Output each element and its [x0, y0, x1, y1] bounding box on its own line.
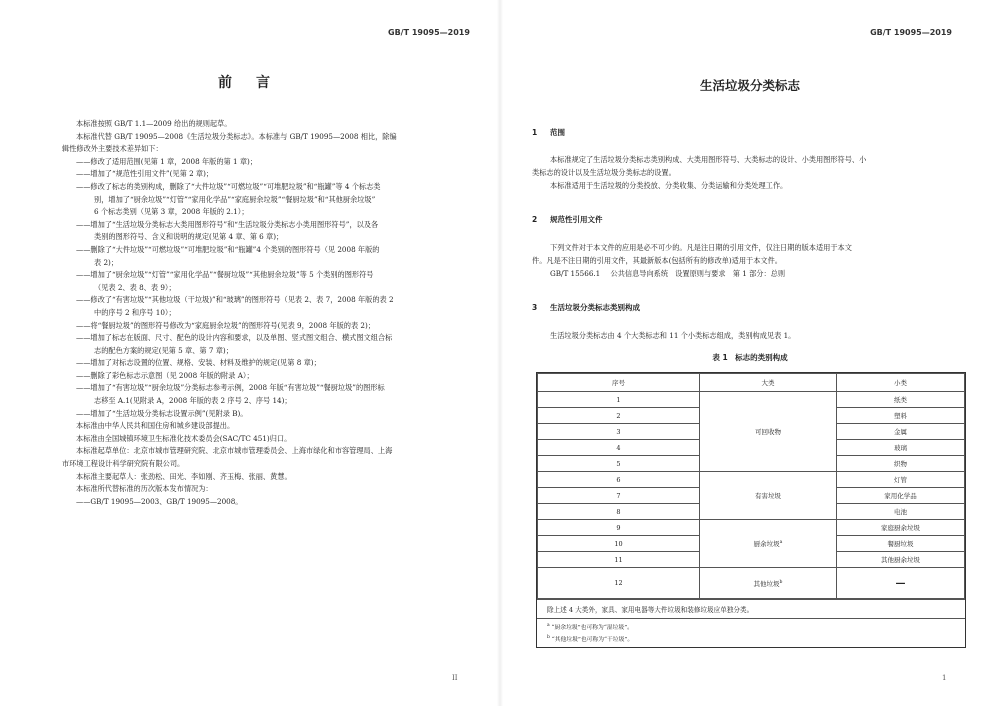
page-number: 1 [942, 674, 947, 682]
header-cell: 小类 [837, 374, 965, 392]
subcategory-cell: 其他厨余垃圾 [837, 552, 965, 568]
row-number: 9 [538, 520, 700, 536]
table-row [538, 392, 965, 408]
list-item: ——增加了对标志设置的位置、规格、安装、材料及维护的规定(见第 8 章)； [76, 358, 321, 368]
standard-code: GB/T 19095—2019 [870, 28, 952, 37]
list-item: ——修改了适用范围(见第 1 章，2008 年版的第 1 章)； [76, 156, 258, 166]
category-table [536, 372, 966, 648]
preface-body [62, 118, 462, 508]
scope-text [532, 153, 960, 192]
composition-text [532, 329, 960, 342]
subcategory-cell: 家用化学品 [837, 488, 965, 504]
subcategory-cell: 电池 [837, 504, 965, 520]
section-number: 2 [532, 215, 538, 224]
row-number: 6 [538, 472, 700, 488]
table-row [538, 472, 965, 488]
category-cell [700, 520, 837, 568]
paragraph: 本标准按照 GB/T 1.1—2009 给出的规则起草。 [76, 119, 232, 128]
row-number: 12 [538, 568, 700, 599]
list-item-continuation: 中的序号 2 和序号 10）； [94, 307, 176, 317]
difference-list [62, 156, 462, 420]
paragraph: 生活垃圾分类标志由 4 个大类标志和 11 个小类标志组成，类别构成见表 1。 [550, 331, 796, 340]
paragraph-continuation: 类标志的设计以及生活垃圾分类标志的设置。 [532, 168, 676, 177]
list-item-continuation: 别，增加了“厨余垃圾”“灯管”“家用化学品”“家庭厨余垃圾”“餐厨垃圾”和“其他厨余垃圾” [94, 194, 376, 204]
section-number: 1 [532, 128, 538, 137]
list-item-continuation: （见表 2、表 8、表 9）； [94, 282, 176, 292]
paragraph: 本标准由中华人民共和国住房和城乡建设部提出。 [76, 421, 235, 431]
page-title: 生活垃圾分类标志 [699, 78, 800, 93]
category-cell: 可回收物 [700, 392, 837, 472]
list-item-continuation: 志的配色方案的规定(见第 5 章、第 7 章)； [94, 345, 233, 355]
row-number: 11 [538, 552, 700, 568]
list-item-continuation: 类别的图形符号、含义和说明的规定(见第 4 章、第 6 章)； [94, 232, 284, 242]
subcategory-cell: 塑料 [837, 408, 965, 424]
list-item: ——修改了“有害垃圾”“其他垃圾（干垃圾)”和“玻璃”的图形符号（见表 2、表 7，2008 年版的表 2 [76, 295, 394, 305]
table-row [538, 568, 965, 599]
table-note: 除上述 4 大类外，家具、家用电器等大件垃圾和装修垃圾应单独分类。 [537, 599, 965, 618]
list-item: ——增加了“生活垃圾分类标志设置示例”(见附录 B)。 [76, 408, 248, 418]
footnote-mark: a [779, 539, 783, 545]
list-item: ——增加了“规范性引用文件”(见第 2 章)； [76, 169, 214, 179]
paragraph: 本标准主要起草人：张劲松、田光、李如刚、齐玉梅、张丽、黄慧。 [76, 471, 292, 481]
references-text [532, 241, 960, 280]
paragraph: 本标准起草单位：北京市城市管理研究院、北京市城市管理委员会、上海市绿化和市容管理局、上海 [76, 446, 393, 456]
footnote-mark: a [547, 623, 550, 628]
footnote [547, 633, 955, 645]
category-label: 其他垃圾 [753, 579, 780, 588]
list-item-continuation: 志移至 A.1(见附录 A，2008 年版的表 2 序号 2、序号 14)； [94, 396, 292, 406]
category-cell: 有害垃圾 [700, 472, 837, 520]
list-item: ——增加了“生活垃圾分类标志大类用图形符号”和“生活垃圾分类标志小类用图形符号”，以及各 [76, 219, 379, 229]
list-item: ——修改了标志的类别构成，删除了“大件垃圾”“可燃垃圾”“可堆肥垃圾”和“瓶罐”等 4 个标志类 [76, 181, 381, 191]
table-row [538, 520, 965, 536]
section-title: 范围 [550, 128, 565, 137]
row-number: 7 [538, 488, 700, 504]
footnote [547, 621, 955, 633]
footnote-mark: b [779, 579, 783, 585]
list-item: ——删除了彩色标志示意图（见 2008 年版的附录 A）； [76, 370, 254, 380]
row-number: 8 [538, 504, 700, 520]
header-cell: 序号 [538, 374, 700, 392]
list-item-continuation: 表 2)； [94, 257, 119, 267]
footnote-text: “其他垃圾”也可称为“干垃圾”。 [551, 636, 634, 643]
title-char: 前 [218, 75, 234, 91]
subcategory-cell: 纸类 [837, 392, 965, 408]
history-item: ——GB/T 19095—2003、GB/T 19095—2008。 [76, 496, 243, 506]
list-item-continuation: 6 个标志类别（见第 3 章，2008 年版的 2.1）； [94, 207, 249, 217]
table-caption: 表 1 标志的类别构成 [712, 353, 788, 362]
reference-title: 公共信息导向系统 设置原则与要求 第 1 部分：总则 [610, 269, 786, 278]
subcategory-cell: 织物 [837, 456, 965, 472]
subcategory-cell: 金属 [837, 424, 965, 440]
list-item: ——删除了“大件垃圾”“可燃垃圾”“可堆肥垃圾”和“瓶罐”4 个类别的图形符号（见 2008 年版的 [76, 244, 380, 254]
paragraph: 本标准适用于生活垃圾的分类投放、分类收集、分类运输和分类处理工作。 [550, 181, 788, 190]
page-number: II [452, 674, 458, 682]
section-title: 生活垃圾分类标志类别构成 [550, 303, 640, 312]
page-title [218, 72, 272, 92]
section-title: 规范性引用文件 [550, 215, 603, 224]
row-number: 4 [538, 440, 700, 456]
row-number: 5 [538, 456, 700, 472]
paragraph-continuation: 市环境工程设计科学研究院有限公司。 [62, 459, 185, 469]
row-number: 1 [538, 392, 700, 408]
paragraph: 本标准由全国城镇环境卫生标准化技术委员会(SAC/TC 451)归口。 [76, 433, 292, 443]
paragraph: 本标准代替 GB/T 19095—2008《生活垃圾分类标志》。本标准与 GB/T 19095—2008 相比，除编 [76, 131, 397, 141]
paragraph: 本标准规定了生活垃圾分类标志类别构成、大类用图形符号、大类标志的设计、小类用图形符号、小 [550, 155, 867, 164]
list-item: ——将“餐厨垃圾”的图形符号修改为“家庭厨余垃圾”的图形符号(见表 9，2008 年版的表 2)； [76, 320, 375, 330]
subcategory-cell: 家庭厨余垃圾 [837, 520, 965, 536]
list-item: ——增加了“有害垃圾”“厨余垃圾”分类标志参考示例，2008 年版“有害垃圾”“餐厨垃圾”的图形标 [76, 383, 385, 393]
row-number: 10 [538, 536, 700, 552]
title-char: 言 [256, 75, 272, 91]
paragraph: 下列文件对于本文件的应用是必不可少的。凡是注日期的引用文件，仅注日期的版本适用于本文 [550, 243, 852, 252]
subcategory-cell: 餐厨垃圾 [837, 536, 965, 552]
section-heading-composition [532, 302, 640, 313]
footnote-mark: b [547, 634, 550, 640]
table-footnotes [537, 618, 965, 647]
section-number: 3 [532, 303, 538, 312]
standard-code: GB/T 19095—2019 [388, 28, 470, 37]
paragraph-continuation: 件。凡是不注日期的引用文件，其最新版本(包括所有的修改单)适用于本文件。 [532, 256, 782, 265]
paragraph-continuation: 辑性修改外主要技术差异如下： [62, 144, 163, 154]
footnote-text: “厨余垃圾”也可称为“湿垃圾”。 [551, 624, 633, 631]
reference-entry [532, 267, 960, 280]
list-item: ——增加了标志在版面、尺寸、配色的设计内容和要求，以及单图、竖式图文组合、横式图文组合标 [76, 333, 393, 343]
section-heading-references [532, 214, 603, 225]
subcategory-cell: 玻璃 [837, 440, 965, 456]
table-header-row [538, 374, 965, 392]
subcategory-cell: — [837, 568, 965, 599]
row-number: 3 [538, 424, 700, 440]
row-number: 2 [538, 408, 700, 424]
reference-code: GB/T 15566.1 [550, 269, 601, 278]
category-label: 厨余垃圾 [753, 540, 780, 548]
header-cell: 大类 [700, 374, 837, 392]
paragraph: 本标准所代替标准的历次版本发布情况为： [76, 484, 213, 494]
category-cell [700, 568, 837, 599]
list-item: ——增加了“厨余垃圾”“灯管”“家用化学品”“餐厨垃圾”“其他厨余垃圾”等 5 个类别的图形符号 [76, 270, 374, 280]
standard-page [500, 0, 1000, 706]
section-heading-scope [532, 127, 565, 138]
subcategory-cell: 灯管 [837, 472, 965, 488]
